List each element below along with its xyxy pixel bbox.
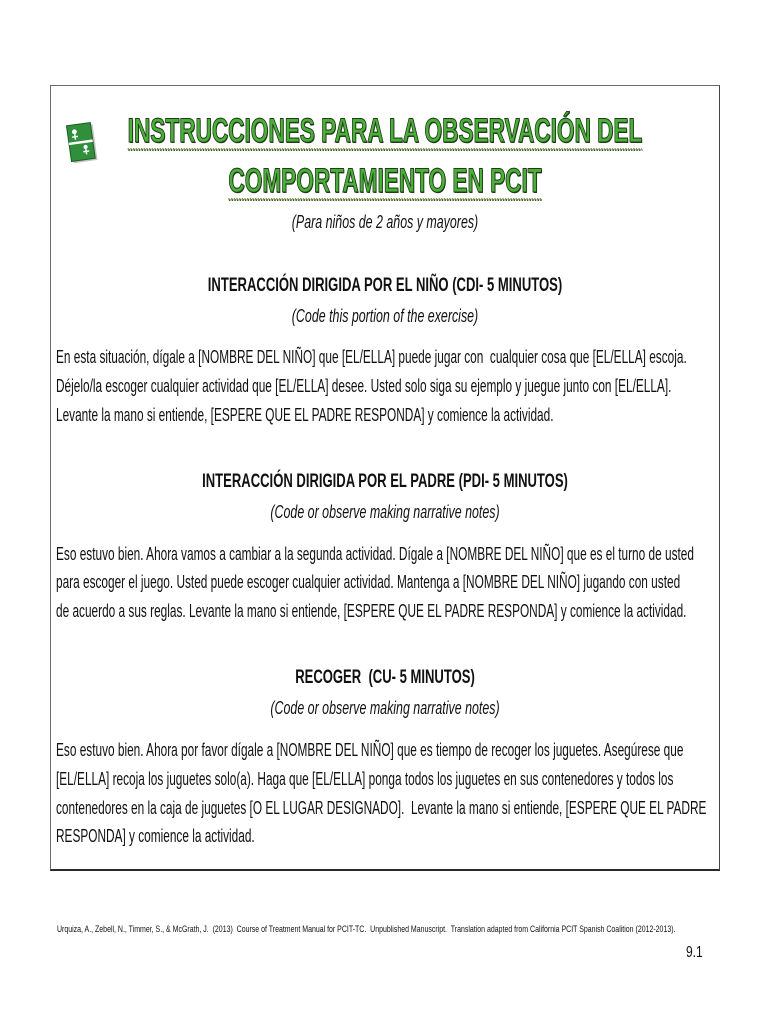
subtitle: (Para niños de 2 años y mayores) <box>291 212 479 232</box>
section-heading-cdi: INTERACCIÓN DIRIGIDA POR EL NIÑO (CDI- 5 MINUTOS) <box>207 275 563 296</box>
title-line-1: INSTRUCCIONES PARA LA OBSERVACIÓN DEL <box>127 112 643 150</box>
section-note-cu: (Code or observe making narrative notes) <box>270 698 500 718</box>
paragraph-line: Eso estuvo bien. Ahora vamos a cambiar a la segunda actividad. Dígale a [NOMBRE DEL NIÑO] que es el turno de usted <box>56 543 694 564</box>
section-note-cdi: (Code this portion of the exercise) <box>291 306 479 326</box>
section-heading-cu: RECOGER (CU- 5 MINUTOS) <box>295 667 475 688</box>
paragraph-line: para escoger el juego. Usted puede escoger cualquier actividad. Mantenga a [NOMBRE DEL NIÑO] jugando con usted <box>56 571 681 592</box>
paragraph-line: Eso estuvo bien. Ahora por favor dígale a [NOMBRE DEL NIÑO] que es tiempo de recoger los juguetes. Asegúrese que <box>56 739 684 760</box>
section-heading-pdi: INTERACCIÓN DIRIGIDA POR EL PADRE (PDI- 5 MINUTOS) <box>202 471 568 492</box>
paragraph-line: Déjelo/la escoger cualquier actividad que [EL/ELLA] desee. Usted solo siga su ejemplo y juegue junto con [EL/ELLA]. <box>56 375 672 396</box>
paragraph-line: Levante la mano si entiende, [ESPERE QUE EL PADRE RESPONDA] y comience la actividad. <box>56 404 554 425</box>
title-line-2: COMPORTAMIENTO EN PCIT <box>228 162 542 200</box>
paragraph-line: RESPONDA] y comience la actividad. <box>56 825 255 846</box>
paragraph-line: En esta situación, dígale a [NOMBRE DEL NIÑO] que [EL/ELLA] puede jugar con cualquier cosa que [EL/ELLA] escoja. <box>56 346 687 367</box>
paragraph-line: [EL/ELLA] recoja los juguetes solo(a). Haga que [EL/ELLA] ponga todos los juguetes en sus contenedores y todos los <box>56 768 674 789</box>
paragraph-line: contenedores en la caja de juguetes [O EL LUGAR DESIGNADO]. Levante la mano si entiende, [ESPERE QUE EL PADRE <box>56 797 707 818</box>
section-note-pdi: (Code or observe making narrative notes) <box>270 502 500 522</box>
pcit-logo-icon <box>64 120 98 166</box>
page-number: 9.1 <box>686 944 703 961</box>
paragraph-line: de acuerdo a sus reglas. Levante la mano si entiende, [ESPERE QUE EL PADRE RESPONDA] y comience la actividad. <box>56 600 687 621</box>
footer-citation: Urquiza, A., Zebell, N., Timmer, S., & McGrath, J. (2013) Course of Treatment Manual for PCIT-TC. Unpublished Manuscript. Translation adapted from California PCIT Spanish Coalition (2012-2013). <box>57 924 676 935</box>
